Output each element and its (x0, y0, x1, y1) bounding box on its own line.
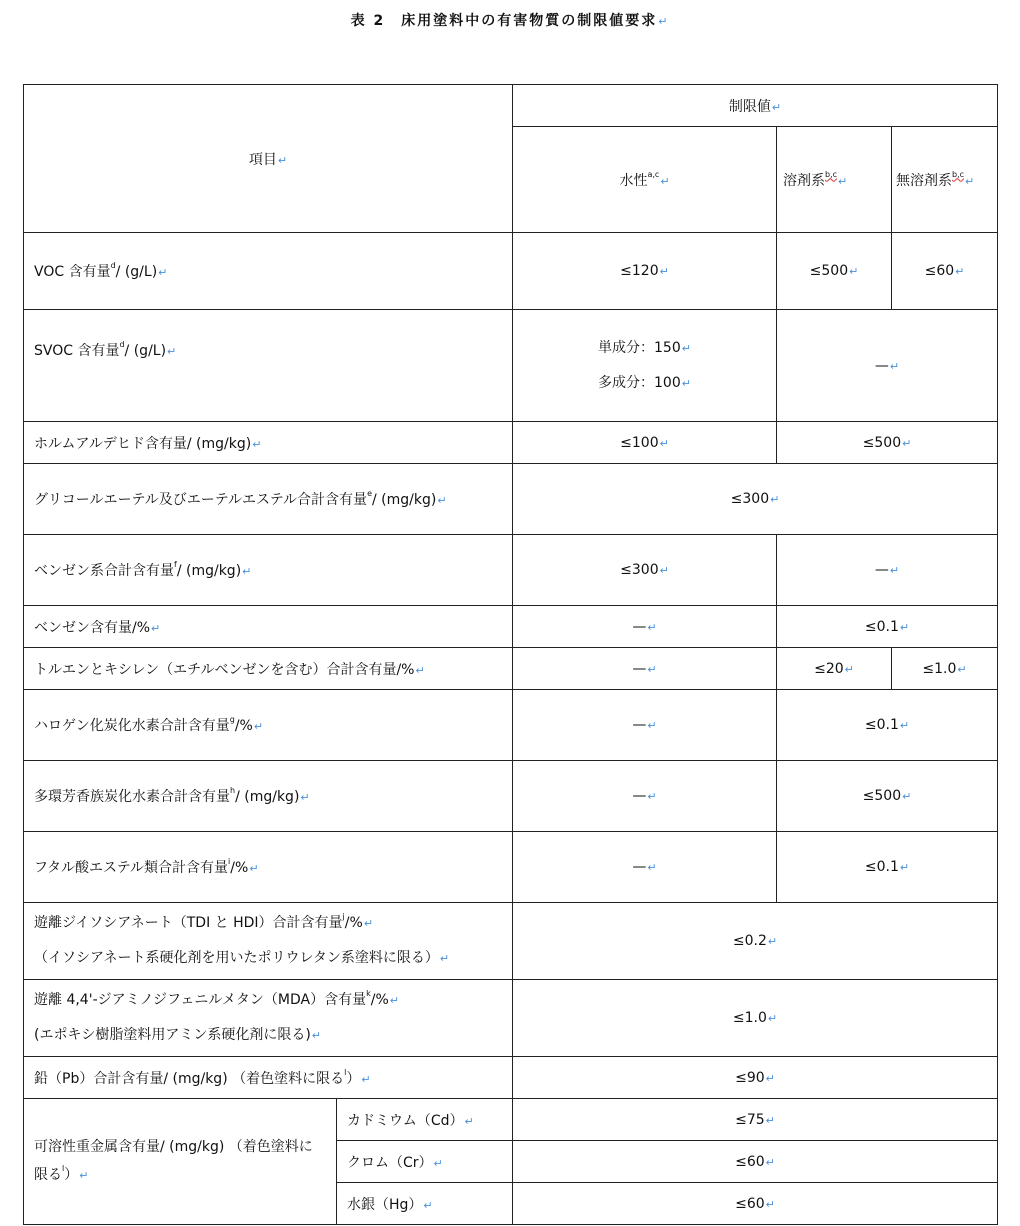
table-row (24, 310, 998, 422)
phthalate-other: ≤0.1↵ (777, 832, 998, 903)
heavy-metal-value: ≤60↵ (513, 1183, 998, 1225)
row-label-formaldehyde: ホルムアルデヒド含有量/ (mg/kg)↵ (24, 422, 513, 464)
row-label-mda: 遊離 4,4'-ジアミノジフェニルメタン（MDA）含有量$^k$/%↵ (エポキシ樹脂塗料用アミン系硬化剤に限る)↵ (24, 980, 513, 1057)
row-label-benzene: ベンゼン含有量/%↵ (24, 606, 513, 648)
heavy-metal-value: ≤75↵ (513, 1099, 998, 1141)
table-row (24, 464, 998, 535)
mda-value: ≤1.0↵ (513, 980, 998, 1057)
halogen-water: —↵ (513, 690, 777, 761)
voc-solventless: ≤60↵ (892, 233, 998, 310)
formaldehyde-other: ≤500↵ (777, 422, 998, 464)
svoc-water: 単成分：150↵ 多成分：100↵ (513, 310, 777, 422)
toluene-water: —↵ (513, 648, 777, 690)
header-limit: 制限値↵ (513, 85, 998, 127)
toluene-solvent: ≤20↵ (777, 648, 892, 690)
header-solvent: 溶剤系$^{b,c}$↵ (777, 127, 892, 233)
row-label-benzene-series: ベンゼン系合計含有量$^f$/ (mg/kg)↵ (24, 535, 513, 606)
header-item: 項目↵ (24, 85, 513, 233)
header-solventless: 無溶剤系$^{b,c}$↵ (892, 127, 998, 233)
row-label-halogen: ハロゲン化炭化水素合計含有量$^g$/%↵ (24, 690, 513, 761)
row-label-isocyanate: 遊離ジイソシアネート（TDI と HDI）合計含有量$^j$/%↵ （イソシアネート系硬化剤を用いたポリウレタン系塗料に限る）↵ (24, 903, 513, 980)
isocyanate-value: ≤0.2↵ (513, 903, 998, 980)
row-label-phthalate: フタル酸エステル類合計含有量$^i$/%↵ (24, 832, 513, 903)
table-row (24, 648, 998, 690)
table-row (24, 1099, 998, 1141)
heavy-metal-item: クロム（Cr）↵ (337, 1141, 513, 1183)
row-label-svoc: SVOC 含有量$^d$/ (g/L)↵ (24, 310, 513, 422)
row-label-lead: 鉛（Pb）合計含有量/ (mg/kg) （着色塗料に限る$^l$）↵ (24, 1057, 513, 1099)
header-row (24, 85, 998, 127)
row-label-voc: VOC 含有量$^d$/ (g/L)↵ (24, 233, 513, 310)
formaldehyde-water: ≤100↵ (513, 422, 777, 464)
harmful-substance-table (23, 84, 998, 1225)
table-row (24, 690, 998, 761)
pah-water: —↵ (513, 761, 777, 832)
benzene-other: ≤0.1↵ (777, 606, 998, 648)
table-row (24, 832, 998, 903)
row-label-toluene: トルエンとキシレン（エチルベンゼンを含む）合計含有量/%↵ (24, 648, 513, 690)
phthalate-water: —↵ (513, 832, 777, 903)
benzene-series-water: ≤300↵ (513, 535, 777, 606)
voc-solvent: ≤500↵ (777, 233, 892, 310)
pah-other: ≤500↵ (777, 761, 998, 832)
table-row (24, 761, 998, 832)
row-label-pah: 多環芳香族炭化水素合計含有量$^h$/ (mg/kg)↵ (24, 761, 513, 832)
toluene-solventless: ≤1.0↵ (892, 648, 998, 690)
heavy-metal-item: カドミウム（Cd）↵ (337, 1099, 513, 1141)
table-row (24, 233, 998, 310)
table-row (24, 422, 998, 464)
voc-water: ≤120↵ (513, 233, 777, 310)
svoc-other: —↵ (777, 310, 998, 422)
heavy-metal-value: ≤60↵ (513, 1141, 998, 1183)
lead-value: ≤90↵ (513, 1057, 998, 1099)
table-title: 表 2 床用塗料中の有害物質の制限値要求↵ (350, 13, 670, 29)
row-label-heavy-metal: 可溶性重金属含有量/ (mg/kg) （着色塗料に 限る$^l$）↵ (24, 1099, 337, 1225)
table-row (24, 535, 998, 606)
halogen-other: ≤0.1↵ (777, 690, 998, 761)
benzene-water: —↵ (513, 606, 777, 648)
table-row (24, 980, 998, 1057)
header-water: 水性$^{a,c}$↵ (513, 127, 777, 233)
row-label-glycol: グリコールエーテル及びエーテルエステル合計含有量$^e$/ (mg/kg)↵ (24, 464, 513, 535)
table-row (24, 1057, 998, 1099)
table-row (24, 903, 998, 980)
table-row (24, 606, 998, 648)
benzene-series-other: —↵ (777, 535, 998, 606)
heavy-metal-item: 水銀（Hg）↵ (337, 1183, 513, 1225)
glycol-value: ≤300↵ (513, 464, 998, 535)
